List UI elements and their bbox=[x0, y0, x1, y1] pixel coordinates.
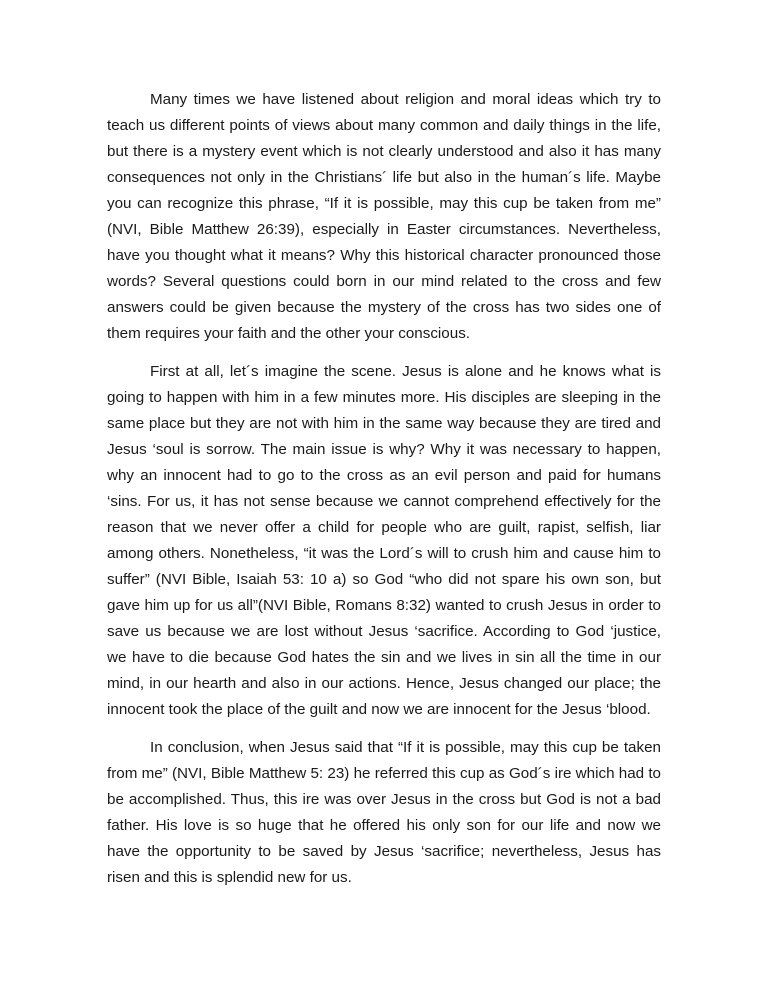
paragraph-introduction: Many times we have listened about religion and moral ideas which try to teach us different points of views about many common and daily things in the life, but there is a mystery event which is not clearly understood and also it has many consequences not only in the Christians´ life but also in the human´s life. Maybe you can recognize this phrase, “If it is possible, may this cup be taken from me” (NVI, Bible Matthew 26:39), especially in Easter circumstances. Nevertheless, have you thought what it means? Why this historical character pronounced those words? Several questions could born in our mind related to the cross and few answers could be given because the mystery of the cross has two sides one of them requires your faith and the other your conscious. bbox=[107, 91, 661, 342]
paragraph-body: First at all, let´s imagine the scene. Jesus is alone and he knows what is going to happen with him in a few minutes more. His disciples are sleeping in the same place but they are not with him in the same way because they are tired and Jesus ‘soul is sorrow. The main issue is why? Why it was necessary to happen, why an innocent had to go to the cross as an evil person and paid for humans ‘sins. For us, it has not sense because we cannot comprehend effectively for the reason that we never offer a child for people who are guilt, rapist, selfish, liar among others. Nonetheless, “it was the Lord´s will to crush him and cause him to suffer” (NVI Bible, Isaiah 53: 10 a) so God “who did not spare his own son, but gave him up for us all”(NVI Bible, Romans 8:32) wanted to crush Jesus in order to save us because we are lost without Jesus ‘sacrifice. According to God ‘justice, we have to die because God hates the sin and we lives in sin all the time in our mind, in our hearth and also in our actions. Hence, Jesus changed our place; the innocent took the place of the guilt and now we are innocent for the Jesus ‘blood. bbox=[107, 363, 661, 718]
document-body bbox=[107, 87, 661, 903]
paragraph-conclusion: In conclusion, when Jesus said that “If it is possible, may this cup be taken from me” (NVI, Bible Matthew 5: 23) he referred this cup as God´s ire which had to be accomplished. Thus, this ire was over Jesus in the cross but God is not a bad father. His love is so huge that he offered his only son for our life and now we have the opportunity to be saved by Jesus ‘sacrifice; nevertheless, Jesus has risen and this is splendid new for us. bbox=[107, 739, 661, 886]
